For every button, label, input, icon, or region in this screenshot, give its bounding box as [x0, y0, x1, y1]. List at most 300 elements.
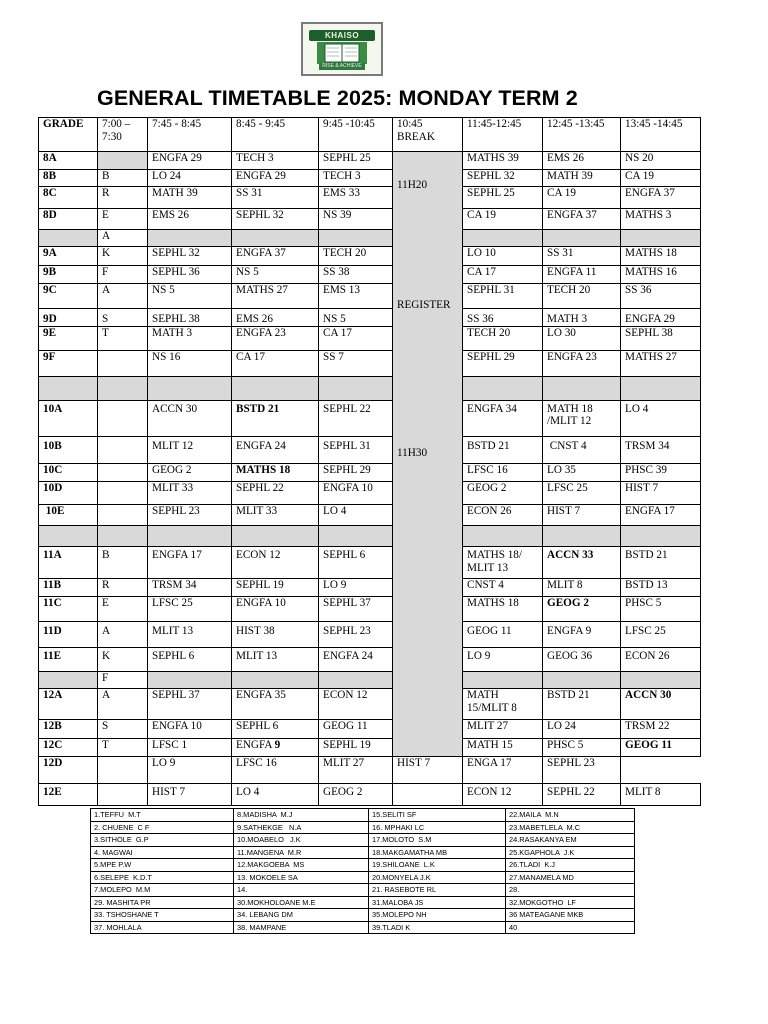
table-row	[39, 463, 701, 481]
separator-cell	[463, 672, 543, 689]
separator-cell	[621, 377, 701, 401]
period-cell: GEOG 2	[543, 596, 621, 621]
teacher-cell: 35.MOLEPO NH	[369, 909, 506, 922]
period-cell: LO 9	[463, 647, 543, 672]
school-logo	[301, 22, 383, 76]
grade-cell: 9B	[39, 265, 98, 283]
separator-cell	[148, 672, 232, 689]
separator-cell	[319, 525, 393, 546]
table-row	[39, 400, 701, 436]
period-cell: ENGFA 34	[463, 400, 543, 436]
period-cell: NS 5	[232, 265, 319, 283]
header-period-2: 8:45 - 9:45	[232, 118, 319, 152]
side-letter-cell: A	[98, 621, 148, 647]
teacher-cell: 22.MAILA M.N	[506, 809, 635, 822]
grade-cell: 12B	[39, 719, 98, 738]
period-cell: SEPHL 6	[232, 719, 319, 738]
period-cell: ENGFA 17	[148, 547, 232, 579]
grade-cell: 8C	[39, 186, 98, 209]
side-letter-cell	[98, 481, 148, 504]
teacher-list	[90, 808, 635, 934]
separator-cell	[463, 377, 543, 401]
teacher-cell: 39.TLADI K	[369, 921, 506, 934]
period-cell: GEOG 36	[543, 647, 621, 672]
period-cell: SS 36	[621, 283, 701, 308]
grade-cell: 11C	[39, 596, 98, 621]
teacher-cell: 18.MAKGAMATHA MB	[369, 846, 506, 859]
grade-cell: 10E	[39, 504, 98, 525]
timetable-header-row	[39, 118, 701, 152]
side-letter-cell	[98, 784, 148, 806]
grade-cell: 10C	[39, 463, 98, 481]
separator-cell	[39, 377, 98, 401]
period-cell: CA 17	[319, 326, 393, 351]
period-cell: BSTD 21	[232, 400, 319, 436]
period-cell: GEOG 11	[463, 621, 543, 647]
page-title: GENERAL TIMETABLE 2025: MONDAY TERM 2	[97, 86, 578, 110]
table-row	[39, 308, 701, 326]
grade-cell: 9C	[39, 283, 98, 308]
period-cell: EMS 33	[319, 186, 393, 209]
period-cell: TECH 3	[319, 170, 393, 187]
period-cell: SEPHL 38	[621, 326, 701, 351]
period-cell: MLIT 12	[148, 436, 232, 463]
break-column	[393, 152, 463, 757]
grade-cell: 9F	[39, 351, 98, 377]
period-cell: BSTD 21	[463, 436, 543, 463]
grade-cell: 11D	[39, 621, 98, 647]
teacher-cell: 24.RASAKANYA EM	[506, 834, 635, 847]
side-letter-cell	[98, 436, 148, 463]
period-cell: SEPHL 31	[463, 283, 543, 308]
period-cell: ENGFA 9	[543, 621, 621, 647]
period-cell: ENGFA 24	[232, 436, 319, 463]
subject-code: ENGFA	[236, 738, 275, 751]
teacher-cell: 34. LEBANG DM	[234, 909, 369, 922]
teacher-row	[91, 884, 635, 897]
period-cell: SEPHL 32	[232, 209, 319, 229]
timetable	[38, 117, 701, 806]
teacher-cell: 1.TEFFU M.T	[91, 809, 234, 822]
period-cell: SEPHL 22	[319, 400, 393, 436]
separator-cell	[621, 229, 701, 246]
table-row	[39, 209, 701, 229]
logo-school-name: KHAISO	[309, 30, 375, 41]
side-letter-cell	[98, 757, 148, 784]
period-cell: MLIT 8	[621, 784, 701, 806]
table-row	[39, 719, 701, 738]
period-cell: ENGFA 17	[621, 504, 701, 525]
teacher-cell: 25.KGAPHOLA J.K	[506, 846, 635, 859]
table-row	[39, 436, 701, 463]
period-cell: TECH 3	[232, 152, 319, 170]
period-cell: ENGFA 11	[543, 265, 621, 283]
period-cell: LO 35	[543, 463, 621, 481]
side-letter-cell	[98, 400, 148, 436]
separator-cell	[98, 377, 148, 401]
period-cell: MATHS 16	[621, 265, 701, 283]
period-cell: ENGFA 37	[232, 246, 319, 265]
period-cell: ECON 12	[319, 689, 393, 719]
teacher-row	[91, 909, 635, 922]
separator-cell	[232, 525, 319, 546]
teacher-cell: 29. MASHITA PR	[91, 896, 234, 909]
grade-cell: 10B	[39, 436, 98, 463]
table-row	[39, 283, 701, 308]
period-cell: NS 5	[319, 308, 393, 326]
period-cell: LO 4	[319, 504, 393, 525]
period-cell: LFSC 16	[463, 463, 543, 481]
grade-cell: 12E	[39, 784, 98, 806]
period-cell: ACCN 33	[543, 547, 621, 579]
break-time-2: 11H30	[397, 447, 428, 459]
teacher-cell: 3.SITHOLE G.P	[91, 834, 234, 847]
period-cell: SS 7	[319, 351, 393, 377]
period-cell: SS 31	[543, 246, 621, 265]
side-letter-cell: R	[98, 578, 148, 596]
period-cell: MLIT 13	[232, 647, 319, 672]
period-cell: SEPHL 38	[148, 308, 232, 326]
table-row	[39, 757, 701, 784]
period-cell: ENGFA 29	[148, 152, 232, 170]
teacher-cell: 31.MALOBA JS	[369, 896, 506, 909]
teacher-cell: 33. TSHOSHANE T	[91, 909, 234, 922]
separator-cell	[39, 525, 98, 546]
period-cell: LO 9	[319, 578, 393, 596]
teacher-cell: 28.	[506, 884, 635, 897]
period-cell: MLIT 27	[463, 719, 543, 738]
table-row	[39, 246, 701, 265]
grade-cell: 11E	[39, 647, 98, 672]
separator-cell	[98, 525, 148, 546]
table-row	[39, 621, 701, 647]
period-cell: ENGFA 10	[319, 481, 393, 504]
period-cell: MATH 3	[148, 326, 232, 351]
period-cell: LFSC 25	[543, 481, 621, 504]
table-row	[39, 481, 701, 504]
period-cell: GEOG 11	[319, 719, 393, 738]
period-cell: CNST 4	[463, 578, 543, 596]
period-cell: TECH 20	[319, 246, 393, 265]
period-cell: SEPHL 23	[543, 757, 621, 784]
period-cell: TECH 20	[543, 283, 621, 308]
teacher-cell: 23.MABETLELA M.C	[506, 821, 635, 834]
side-letter-cell: A	[98, 229, 148, 246]
side-letter-cell: S	[98, 719, 148, 738]
side-letter-cell: B	[98, 547, 148, 579]
period-cell: EMS 26	[148, 209, 232, 229]
period-cell: SS 31	[232, 186, 319, 209]
period-cell: CA 19	[543, 186, 621, 209]
period-cell: LO 10	[463, 246, 543, 265]
period-cell: EMS 13	[319, 283, 393, 308]
teacher-cell: 8.MADISHA M.J	[234, 809, 369, 822]
period-cell: MATHS 18	[621, 246, 701, 265]
separator-cell	[319, 672, 393, 689]
period-cell: SEPHL 6	[319, 547, 393, 579]
header-period-4: 11:45-12:45	[463, 118, 543, 152]
teacher-cell: 5.MPE P.W	[91, 859, 234, 872]
period-cell: SEPHL 29	[463, 351, 543, 377]
period-cell: SEPHL 37	[148, 689, 232, 719]
period-cell: MATH 15	[463, 738, 543, 756]
teacher-cell: 15.SELITI SF	[369, 809, 506, 822]
period-cell: GEOG 2	[148, 463, 232, 481]
period-cell: MLIT 13	[148, 621, 232, 647]
side-letter-cell: E	[98, 209, 148, 229]
header-break: 10:45 BREAK	[393, 118, 463, 152]
period-cell: SS 36	[463, 308, 543, 326]
grade-cell: 12A	[39, 689, 98, 719]
grade-cell: 8B	[39, 170, 98, 187]
separator-cell	[621, 672, 701, 689]
period-cell: TRSM 34	[621, 436, 701, 463]
separator-cell	[319, 377, 393, 401]
period-cell: SEPHL 32	[148, 246, 232, 265]
separator-cell	[543, 377, 621, 401]
grade-cell: 11B	[39, 578, 98, 596]
period-cell: CA 17	[232, 351, 319, 377]
period-cell: EMS 26	[543, 152, 621, 170]
period-cell: LO 4	[621, 400, 701, 436]
period-cell: MATHS 27	[232, 283, 319, 308]
separator-cell	[543, 525, 621, 546]
teacher-row	[91, 921, 635, 934]
period-cell: TECH 20	[463, 326, 543, 351]
separator-row	[39, 229, 701, 246]
period-cell: ACCN 30	[148, 400, 232, 436]
period-cell: PHSC 5	[621, 596, 701, 621]
teacher-cell: 7.MOLEPO M.M	[91, 884, 234, 897]
period-cell: ENGFA 10	[232, 596, 319, 621]
period-cell: SEPHL 23	[319, 621, 393, 647]
period-cell: MATH 18 /MLIT 12	[543, 400, 621, 436]
period-cell: ACCN 30	[621, 689, 701, 719]
teacher-cell: 12.MAKGOEBA MS	[234, 859, 369, 872]
period-cell: SEPHL 22	[543, 784, 621, 806]
period-cell: LFSC 25	[148, 596, 232, 621]
period-cell: SEPHL 25	[319, 152, 393, 170]
period-cell: HIST 7	[148, 784, 232, 806]
period-cell: MATH 15/MLIT 8	[463, 689, 543, 719]
side-letter-cell: B	[98, 170, 148, 187]
period-cell: ENGFA 24	[319, 647, 393, 672]
teacher-cell: 9.SATHEKGE N.A	[234, 821, 369, 834]
separator-cell	[232, 672, 319, 689]
side-letter-cell: K	[98, 246, 148, 265]
break-cell	[393, 784, 463, 806]
period-cell: SEPHL 31	[319, 436, 393, 463]
teacher-cell: 40	[506, 921, 635, 934]
period-cell	[232, 738, 319, 756]
table-row	[39, 186, 701, 209]
grade-cell: 9D	[39, 308, 98, 326]
period-cell: LO 9	[148, 757, 232, 784]
period-cell: ENGA 17	[463, 757, 543, 784]
grade-cell: 9A	[39, 246, 98, 265]
table-row	[39, 578, 701, 596]
period-cell: CNST 4	[543, 436, 621, 463]
period-cell: ENGFA 29	[621, 308, 701, 326]
teacher-cell: 27.MANAMELA MD	[506, 871, 635, 884]
side-letter-cell: F	[98, 265, 148, 283]
period-cell: MATHS 3	[621, 209, 701, 229]
separator-cell	[148, 525, 232, 546]
table-row	[39, 738, 701, 756]
separator-cell	[232, 229, 319, 246]
period-cell: PHSC 39	[621, 463, 701, 481]
period-cell: LO 24	[148, 170, 232, 187]
header-period-0: 7:00 – 7:30	[98, 118, 148, 152]
period-cell: LFSC 16	[232, 757, 319, 784]
separator-cell	[39, 672, 98, 689]
period-cell: NS 16	[148, 351, 232, 377]
period-cell: GEOG 11	[621, 738, 701, 756]
period-cell: CA 19	[621, 170, 701, 187]
side-letter-cell: K	[98, 647, 148, 672]
table-row	[39, 547, 701, 579]
teacher-cell: 37. MOHLALA	[91, 921, 234, 934]
grade-cell: 12C	[39, 738, 98, 756]
break-time-1: 11H20	[397, 179, 428, 191]
teacher-row	[91, 896, 635, 909]
period-cell: SEPHL 19	[319, 738, 393, 756]
period-cell: MATHS 39	[463, 152, 543, 170]
period-cell: LO 24	[543, 719, 621, 738]
logo-motto: RISE & ACHIEVE	[319, 63, 365, 70]
side-letter-cell: T	[98, 326, 148, 351]
period-cell: ECON 26	[463, 504, 543, 525]
teacher-row	[91, 859, 635, 872]
period-cell: ECON 26	[621, 647, 701, 672]
period-cell: EMS 26	[232, 308, 319, 326]
period-cell: PHSC 5	[543, 738, 621, 756]
table-row	[39, 647, 701, 672]
table-row	[39, 265, 701, 283]
period-cell: LFSC 1	[148, 738, 232, 756]
period-cell: SEPHL 29	[319, 463, 393, 481]
period-cell: BSTD 21	[543, 689, 621, 719]
table-row	[39, 504, 701, 525]
teacher-row	[91, 821, 635, 834]
period-cell: ENGFA 29	[232, 170, 319, 187]
period-cell: SEPHL 23	[148, 504, 232, 525]
separator-cell	[319, 229, 393, 246]
period-cell: MLIT 27	[319, 757, 393, 784]
period-cell: CA 19	[463, 209, 543, 229]
teacher-row	[91, 834, 635, 847]
teacher-row	[91, 871, 635, 884]
period-cell: MLIT 8	[543, 578, 621, 596]
teacher-cell: 36 MATEAGANE MKB	[506, 909, 635, 922]
grade-cell: 10D	[39, 481, 98, 504]
period-cell: MATHS 18	[463, 596, 543, 621]
table-row	[39, 326, 701, 351]
period-cell: MATHS 27	[621, 351, 701, 377]
separator-cell	[543, 229, 621, 246]
separator-row	[39, 377, 701, 401]
period-cell: ECON 12	[232, 547, 319, 579]
teacher-cell: 16. MPHAKI LC	[369, 821, 506, 834]
header-period-6: 13:45 -14:45	[621, 118, 701, 152]
separator-row	[39, 525, 701, 546]
period-cell: SEPHL 22	[232, 481, 319, 504]
grade-cell: 8D	[39, 209, 98, 229]
separator-cell	[621, 525, 701, 546]
period-cell: HIST 7	[621, 481, 701, 504]
period-cell: HIST 7	[543, 504, 621, 525]
period-cell: MATH 3	[543, 308, 621, 326]
grade-cell: 9E	[39, 326, 98, 351]
table-row	[39, 596, 701, 621]
teacher-cell: 26.TLADI K.J	[506, 859, 635, 872]
teacher-row	[91, 809, 635, 822]
period-cell: GEOG 2	[319, 784, 393, 806]
period-cell: SEPHL 25	[463, 186, 543, 209]
period-cell: ENGFA 35	[232, 689, 319, 719]
teacher-cell: 4. MAGWAI	[91, 846, 234, 859]
header-period-1: 7:45 - 8:45	[148, 118, 232, 152]
period-cell: ECON 12	[463, 784, 543, 806]
side-letter-cell: S	[98, 308, 148, 326]
side-letter-cell: A	[98, 689, 148, 719]
side-letter-cell	[98, 463, 148, 481]
header-grade: GRADE	[39, 118, 98, 152]
table-row	[39, 152, 701, 170]
teacher-cell: 2. CHUENE C F	[91, 821, 234, 834]
period-cell: HIST 7	[393, 757, 463, 784]
period-cell: GEOG 2	[463, 481, 543, 504]
period-cell: ENGFA 37	[621, 186, 701, 209]
teacher-cell: 21. RASEBOTE RL	[369, 884, 506, 897]
table-row	[39, 351, 701, 377]
period-cell: MATH 39	[543, 170, 621, 187]
separator-row	[39, 672, 701, 689]
teacher-cell: 13. MOKOELE SA	[234, 871, 369, 884]
period-cell: MLIT 33	[148, 481, 232, 504]
period-cell: SEPHL 19	[232, 578, 319, 596]
separator-cell	[543, 672, 621, 689]
separator-cell	[39, 229, 98, 246]
grade-cell: 12D	[39, 757, 98, 784]
period-cell: ENGFA 37	[543, 209, 621, 229]
period-cell: HIST 38	[232, 621, 319, 647]
side-letter-cell	[98, 351, 148, 377]
period-cell: NS 39	[319, 209, 393, 229]
period-cell: BSTD 21	[621, 547, 701, 579]
period-cell: CA 17	[463, 265, 543, 283]
period-cell: LFSC 25	[621, 621, 701, 647]
teacher-cell: 11.MANGENA M.R	[234, 846, 369, 859]
side-letter-cell: F	[98, 672, 148, 689]
period-cell: BSTD 13	[621, 578, 701, 596]
grade-cell: 10A	[39, 400, 98, 436]
side-letter-cell	[98, 504, 148, 525]
teacher-cell: 20.MONYELA J.K	[369, 871, 506, 884]
table-row	[39, 170, 701, 187]
grade-cell: 8A	[39, 152, 98, 170]
period-cell: NS 5	[148, 283, 232, 308]
table-row	[39, 689, 701, 719]
room-number: 9	[274, 738, 281, 751]
teacher-cell: 38. MAMPANE	[234, 921, 369, 934]
period-cell: MATH 39	[148, 186, 232, 209]
teacher-cell: 10.MOABELO J.K	[234, 834, 369, 847]
period-cell: ENGFA 23	[232, 326, 319, 351]
teacher-row	[91, 846, 635, 859]
side-letter-cell: A	[98, 283, 148, 308]
period-cell: TRSM 34	[148, 578, 232, 596]
